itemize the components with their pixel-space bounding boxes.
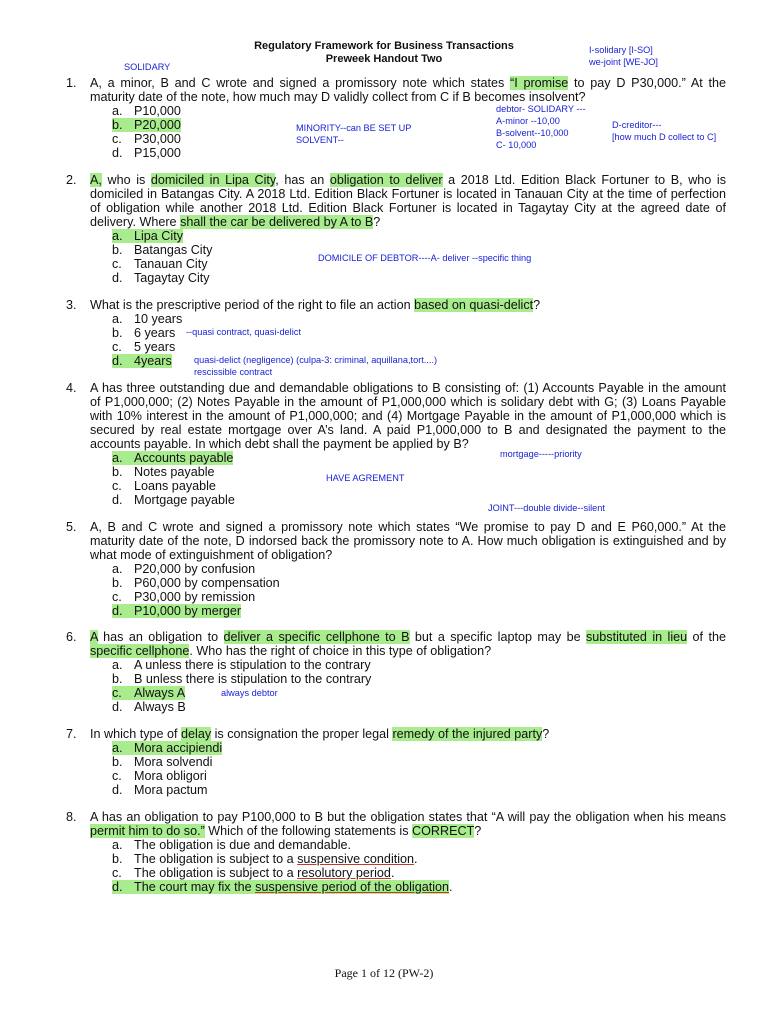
option-b: b. Batangas City <box>112 243 213 257</box>
annotation-have-agreement: HAVE AGREMENT <box>326 473 405 483</box>
question-number: 5. <box>66 520 77 534</box>
option-b: b. B unless there is stipulation to the contrary <box>112 672 372 686</box>
page-footer: Page 1 of 12 (PW-2) <box>334 966 434 980</box>
question-7 <box>66 727 726 797</box>
annotation-b-solvent: B-solvent--10,000 <box>496 128 569 138</box>
question-stem: A has three outstanding due and demandable obligations to B consisting of: (1) Accounts Payable in the amount of P1,000,000; (2) Notes Payable in the amount of P1,000,000 which is solidary debt with G; (3) Loans Payable with 10% interest in the amount of P1,000,000; and (4) Mortgage Payable in the amount of P1,000,000 which is secured by real estate mortgage over A’s land. A paid P1,000,000 to B and designated the payment to the accounts payable. In which debt shall the payment be applied by B? <box>90 381 726 451</box>
option-c: c. Loans payable <box>112 479 216 493</box>
option-a: a. P20,000 by confusion <box>112 562 256 576</box>
option-b: b. P20,000 <box>112 118 181 132</box>
option-d: d. Tagaytay City <box>112 271 210 285</box>
annotation-solidary: SOLIDARY <box>124 62 171 72</box>
option-a: a. Accounts payable <box>112 451 234 465</box>
annotation-domicile: DOMICILE OF DEBTOR----A- deliver --specific thing <box>318 253 532 263</box>
question-8 <box>66 810 726 894</box>
question-stem: In which type of delay is consignation the proper legal remedy of the injured party? <box>90 727 550 741</box>
annotation-a-minor: A-minor --10,00 <box>496 116 560 126</box>
question-stem: A has an obligation to deliver a specific cellphone to B but a specific laptop may be substituted in lieu of the specific cellphone. Who has the right of choice in this type of obligation? <box>90 630 726 658</box>
question-number: 3. <box>66 298 77 312</box>
option-d: d. Mora pactum <box>112 783 208 797</box>
option-a: a. A unless there is stipulation to the contrary <box>112 658 371 672</box>
option-a: a. Lipa City <box>112 229 183 243</box>
option-d: d. Always B <box>112 700 186 714</box>
question-1 <box>66 76 726 160</box>
question-stem: A, B and C wrote and signed a promissory note which states “We promise to pay D and E P60,000.” At the maturity date of the note, D indorsed back the promissory note to A. How much obligation is extinguished and by what mode of extinguishment of obligation? <box>90 520 726 562</box>
option-a: a. P10,000 <box>112 104 181 118</box>
question-2 <box>66 173 726 285</box>
annotation-always-debtor: always debtor <box>221 688 278 698</box>
question-stem: A has an obligation to pay P100,000 to B but the obligation states that “A will pay the obligation when his means permit him to do so.” Which of the following statements is CORRECT? <box>90 810 726 838</box>
question-number: 6. <box>66 630 77 644</box>
option-c: c. Always A <box>112 686 186 700</box>
question-number: 4. <box>66 381 77 395</box>
option-d: d. Mortgage payable <box>112 493 235 507</box>
option-c: c. Mora obligori <box>112 769 207 783</box>
question-stem: A, who is domiciled in Lipa City, has an obligation to deliver a 2018 Ltd. Edition Black Fortuner to B, who is domiciled in Batangas City. A 2018 Ltd. Edition Black Fortuner is located in Tanauan City at the time of perfection of obligation while another 2018 Ltd. Edition Black Fortuner is located in Tagaytay City at the agreed date of delivery. Where shall the car be delivered by A to B? <box>90 173 726 229</box>
annotation-how-much: [how much D collect to C] <box>612 132 717 142</box>
question-4 <box>66 381 726 507</box>
question-number: 1. <box>66 76 77 90</box>
question-5 <box>66 520 726 618</box>
annotation-we-joint: we-joint [WE-JO] <box>589 57 658 67</box>
option-b: b. Mora solvendi <box>112 755 213 769</box>
question-number: 2. <box>66 173 77 187</box>
option-c: c. P30,000 by remission <box>112 590 256 604</box>
option-c: c. Tanauan City <box>112 257 208 271</box>
annotation-rescissible: rescissible contract <box>194 367 273 377</box>
option-a: a. Mora accipiendi <box>112 741 223 755</box>
question-number: 7. <box>66 727 77 741</box>
annotation-i-solidary: I-solidary [I-SO] <box>589 45 653 55</box>
option-a: a. The obligation is due and demandable. <box>112 838 352 852</box>
option-c: c. 5 years <box>112 340 176 354</box>
document-title: Regulatory Framework for Business Transactions <box>254 40 514 52</box>
annotation-mortgage-priority: mortgage-----priority <box>500 449 582 459</box>
question-number: 8. <box>66 810 77 824</box>
option-b: b. Notes payable <box>112 465 215 479</box>
annotation-joint: JOINT---double divide--silent <box>488 503 605 513</box>
option-b: b. P60,000 by compensation <box>112 576 280 590</box>
option-d: d. P15,000 <box>112 146 181 160</box>
annotation-d-creditor: D-creditor--- <box>612 120 662 130</box>
annotation-quasi-delict: quasi-delict (negligence) (culpa-3: criminal, aquillana,tort....) <box>194 355 438 365</box>
option-d: d. P10,000 by merger <box>112 604 242 618</box>
option-c: c. The obligation is subject to a resolutory period. <box>112 866 395 880</box>
document-subtitle: Preweek Handout Two <box>325 53 443 65</box>
option-d: d. 4years <box>112 354 172 368</box>
option-b: b. The obligation is subject to a suspensive condition. <box>112 852 418 866</box>
option-d: d. The court may fix the suspensive period of the obligation. <box>112 880 453 894</box>
option-b: b. 6 years <box>112 326 176 340</box>
annotation-solvent: SOLVENT-- <box>296 135 344 145</box>
annotation-quasi-contract: --quasi contract, quasi-delict <box>186 327 301 337</box>
option-a: a. 10 years <box>112 312 183 326</box>
option-c: c. P30,000 <box>112 132 181 146</box>
annotation-debtor-solidary: debtor- SOLIDARY --- <box>496 104 586 114</box>
question-6 <box>66 630 726 714</box>
question-stem: What is the prescriptive period of the right to file an action based on quasi-delict? <box>90 298 541 312</box>
annotation-minority: MINORITY--can BE SET UP <box>296 123 412 133</box>
question-stem: A, a minor, B and C wrote and signed a promissory note which states “I promise to pay D P30,000.” At the maturity date of the note, how much may D validly collect from C if B becomes insolvent? <box>90 76 727 104</box>
annotation-c-amount: C- 10,000 <box>496 140 537 150</box>
